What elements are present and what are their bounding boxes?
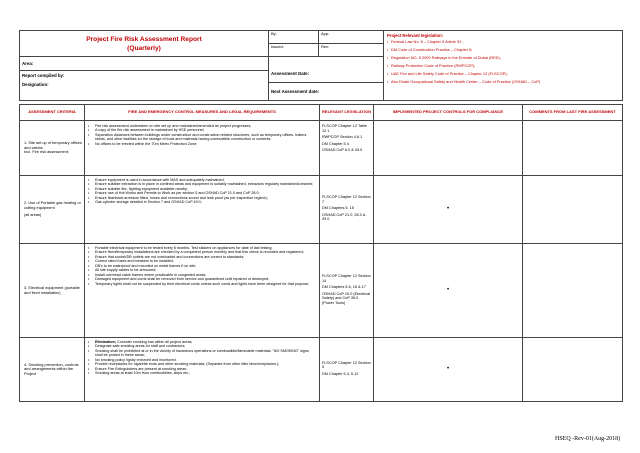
measure-item: • Ensure suitable fire- fighting equipment available nearby; [87, 187, 317, 191]
footer-revision: HSEQ -Rev-01(Aug-2018) [555, 436, 621, 442]
legislation-item: • UAE Fire and Life Safety Code of Practice – Chapter 12 (FLSCOP); [387, 70, 619, 78]
measure-item: • Ensure suitable extraction is in place in confined areas and equipment is suitably maintained, extractors regularly maintained/cleaned; [87, 182, 317, 186]
legislation-item: • Federal Law No. 8 – Chapter 5 Article 92 ; [387, 38, 619, 46]
table-row [20, 121, 623, 176]
measures-cell [85, 176, 320, 244]
issued-label: Issued: [271, 44, 284, 49]
measure-item: • Ensure use of Hot Works and Permits to Work as per section 5 and OSHAD CoP 21.0 and CoP 28.0; [87, 191, 317, 195]
col-legislation: RELEVANT LEGISLATION [320, 105, 374, 121]
measure-item: • Ensure flashback arrestors fitted, hoses and connections sound and leak proof (as per inspection regime); [87, 196, 317, 200]
col-criteria: ASSESSMENT CRITERIA [20, 105, 85, 121]
measure-text: Consider smoking ban within all project areas; [117, 340, 193, 344]
implemented-cell: • [374, 244, 523, 338]
criteria-text: 3. Electrical equipment (portable and fixed installation) [24, 284, 80, 295]
measures-cell [85, 338, 320, 402]
measure-item: • No offices to be erected within the 70m Metro Protection Zone; [87, 142, 317, 146]
measure-item: • Gas cylinder storage detailed in Section 7 and OSHAD CoP 49.0; [87, 200, 317, 204]
table-header-row [20, 105, 623, 121]
legislation-ref: OSHAD CoP 21.0, 28.0 & 49.0 [322, 212, 366, 222]
col-measures: FIRE AND EMERGENCY CONTROL MEASURES AND LEGAL REQUIREMENTS [85, 105, 320, 121]
measure-item: • Ensure that socket/DB outlets are not overloaded and connections are correct to standards; [87, 255, 317, 259]
comments-cell [523, 121, 623, 176]
legislation-ref: DM Chapter 5.4 [322, 141, 349, 146]
next-date-field [269, 83, 384, 101]
measure-item: • Temporary lights shall not be suspended by their electrical cords unless such cords and lights have been designed for that purpose; [87, 282, 317, 286]
report-title [20, 31, 269, 57]
measure-item: • Install overhead cable frames where practicable in congested areas; [87, 273, 317, 277]
legislation-list [387, 38, 619, 87]
legislation-ref: FLSCOP Chapter 12 Section 7 [322, 195, 371, 204]
legislation-cell [320, 176, 374, 244]
title-line1: Project Fire Risk Assessment Report [86, 35, 202, 43]
measure-item: • Provide receptacles for cigarette ends and other smoking materials; (Separate from other litter bins/receptacles.); [87, 362, 317, 366]
criteria-cell [20, 121, 85, 176]
legislation-ref: FLSCOP Chapter 12 Section 14 [322, 274, 371, 283]
implemented-cell: • [374, 338, 523, 402]
issued-field [269, 44, 319, 57]
measure-item: • Damaged equipment and cords shall be removed from service and quarantined until repaired or destroyed; [87, 277, 317, 281]
measure-item: • Fire risk assessment undertaken on site set up and maintained/amended as project progresses; [87, 124, 317, 128]
legislation-ref: DM Chapters 5. 15 [322, 206, 354, 211]
assessment-date-label: Assessment Date: [271, 70, 310, 76]
legislation-ref: FLSCOP Chapter 12 Section 5 [322, 360, 371, 370]
legislation-item: • Regulation NO. 5 2009 Railways in the Emirate of Dubai (RED); [387, 54, 619, 62]
implemented-cell [374, 121, 523, 176]
legislation-panel [384, 31, 623, 101]
legislation-title: Project Relevant legislation: [387, 33, 444, 38]
measures-cell [85, 244, 320, 338]
legislation-item: • Abu Dhabi Occupational Safety and Health Center – Code of Practice (OSHAD – CoP) [387, 78, 619, 86]
measure-item: • Smoking shall be prohibited at or in the vicinity of hazardous operations or combustible/flammable materials. "NO SMOKING" signs shall be posted in these areas; [87, 349, 317, 358]
criteria-cell [20, 176, 85, 244]
designation-label: Designation: [22, 82, 49, 87]
comments-cell [523, 244, 623, 338]
legislation-cell [320, 244, 374, 338]
measure-item: • Portable electrical equipment to be tested every 6 months. Test stickers on appliances for date of last testing; [87, 246, 317, 250]
table-row [20, 176, 623, 244]
app-field [319, 31, 384, 44]
header-table [19, 30, 623, 101]
measure-item: • Ensure Fire Extinguishers are present at smoking areas; [87, 367, 317, 371]
criteria-cell [20, 338, 85, 402]
criteria-cell [20, 244, 85, 338]
legislation-ref: OSHAD CoP 6.0 & 43.0 [322, 148, 363, 152]
measure-item: • Ensure equipment is used in accordance with MAS and adequately maintained; [87, 178, 317, 182]
legislation-cell [320, 121, 374, 176]
measure-item: • DB's to be waterproof and mounted on metal frames if on site; [87, 264, 317, 268]
legislation-ref: OSHAD CoP 15.0 (Electrical Safety) and CoP 35.0 (Power Tools) [322, 291, 371, 305]
measure-item: • A copy of the fire risk assessment is maintained by HSE personnel; [87, 128, 317, 132]
by-field [269, 31, 319, 44]
next-date-label: Next Assessment date: [271, 89, 320, 94]
criteria-text: 1. Site set up of temporary offices and cabins [24, 140, 82, 150]
criteria-text: 4. Smoking prevention, controls and arrangements within the Project [24, 361, 79, 376]
col-comments: COMMENTS FROM LAST FIRE ASSESSMENT [523, 105, 623, 121]
title-line2: (Quarterly) [127, 44, 161, 52]
table-row [20, 244, 623, 338]
report-page [19, 30, 622, 402]
assessment-table [19, 104, 623, 402]
compiled-field [20, 71, 269, 101]
legislation-item: • DM Code of Construction Practice – Chapter 5; [387, 46, 619, 54]
measure-item: • All site supply cables to be armoured; [87, 268, 317, 272]
by-label: By: [271, 31, 277, 36]
area-label: Area: [22, 61, 34, 66]
area-field [20, 57, 269, 71]
measure-item: • Smoking areas at least 10m from combustibles, skips etc.; [87, 371, 317, 375]
criteria-text: Incl. Fire risk assessment; [24, 149, 69, 155]
table-row [20, 338, 623, 402]
measures-cell [85, 121, 320, 176]
legislation-ref: DM Chapters 5.6, 16 & 17 [322, 285, 366, 289]
comments-cell [523, 176, 623, 244]
assessment-date-field [269, 57, 384, 71]
app-label: App: [321, 31, 330, 36]
measure-emphasis: Elimination; [95, 340, 117, 344]
implemented-cell: • [374, 176, 523, 244]
legislation-ref: DM Chapter 5.4, 5.12 [322, 371, 359, 376]
measure-item: • Ensure fixed/temporary installations are checked by a competent person monthly and that this check is recorded and registered; [87, 250, 317, 254]
rev-field [319, 44, 384, 57]
measure-item: • Designate safe smoking areas for staff and contractors; [87, 344, 317, 348]
compiled-label: Report compiled by: [22, 73, 65, 78]
legislation-ref: RWPCOP Section 4.6.1 [322, 135, 363, 139]
rev-label: Rev: [321, 44, 330, 49]
legislation-cell [320, 338, 374, 402]
comments-cell [523, 338, 623, 402]
criteria-text: 2. Use of Portable gas heating or cutting equipment [24, 200, 81, 210]
legislation-ref: FLSCOP Chapter 12 Table 12.1 [322, 124, 368, 133]
measure-item: • No smoking policy rigidly enforced and monitored; [87, 358, 317, 362]
legislation-item: • Railway Protection Code of Practice (RWPCOP); [387, 62, 619, 70]
measure-item: • Separation distances between buildings under construction and construction-related structures, such as temporary offices, trailers, sheds, and other facilities for the storage of tools and materials having combustible construction or contents; [87, 133, 317, 142]
col-implemented: IMPLEMENTED PROJECT CONTROLS FOR COMPLIANCE [374, 105, 523, 121]
assessment-date-cell [269, 71, 384, 83]
criteria-text: (all areas) [24, 212, 42, 218]
measure-item: • Correct rated fuses and breakers to be installed; [87, 259, 317, 263]
